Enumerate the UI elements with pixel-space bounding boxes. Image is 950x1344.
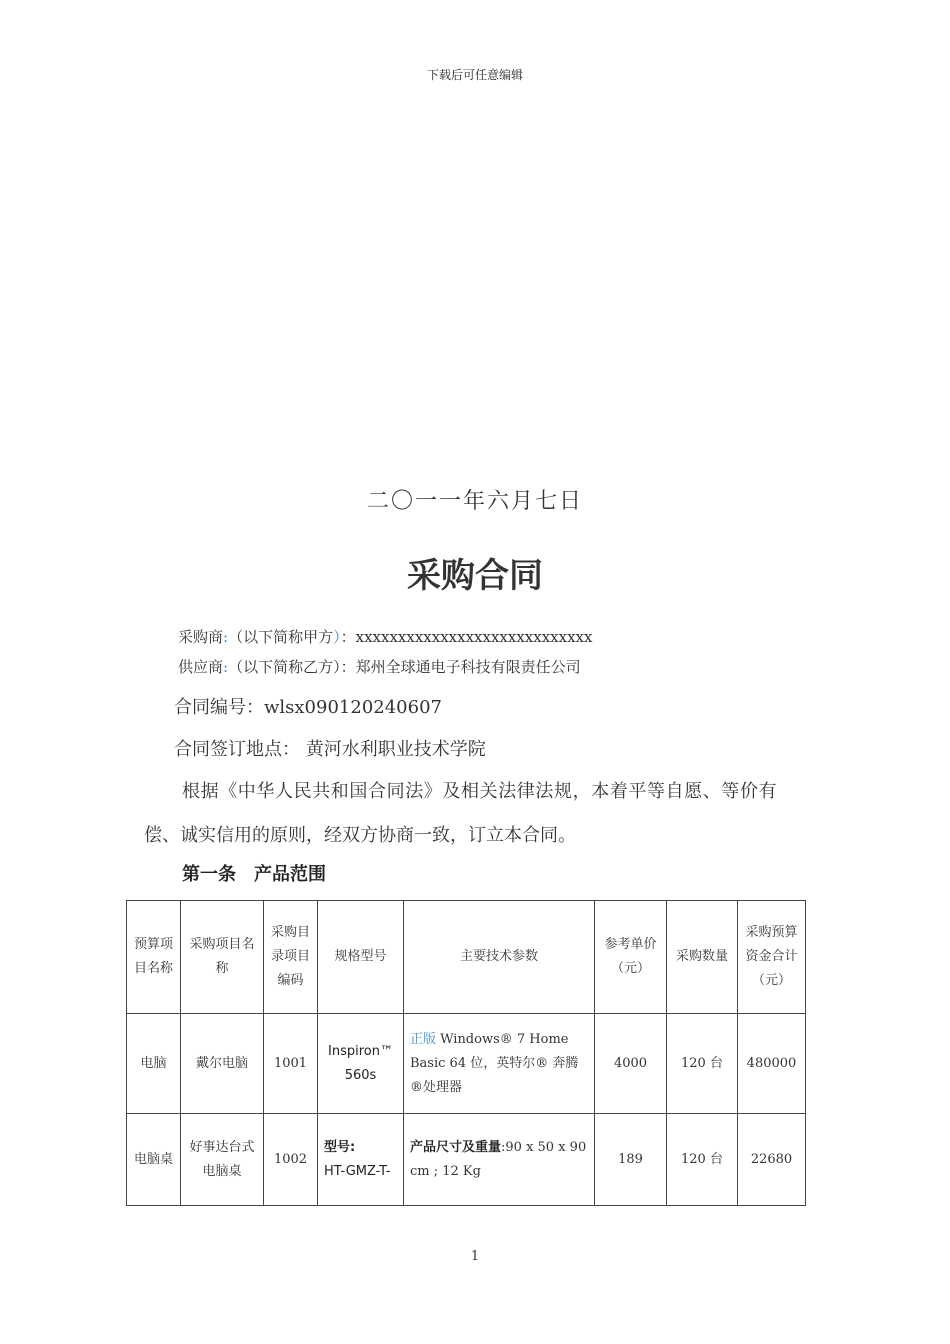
contract-number: 合同编号：wlsx090120240607 [174, 697, 442, 718]
contract-date: 二〇一一年六月七日 [366, 489, 583, 514]
cell-unit-price: 4000 [595, 1014, 667, 1114]
buyer-name: ：xxxxxxxxxxxxxxxxxxxxxxxxxxxx [340, 628, 593, 646]
header-item-name: 采购项目名称 [181, 901, 264, 1014]
cell-tech-spec [404, 1114, 595, 1206]
cell-item-name: 好事达台式电脑桌 [181, 1114, 264, 1206]
buyer-paren: （以下简称甲方 [228, 628, 334, 646]
supplier-label: 供应商 [178, 658, 224, 676]
cell-model: Inspiron™ 560s [318, 1014, 404, 1114]
cell-budget-item: 电脑 [127, 1014, 181, 1114]
header-quantity: 采购数量 [667, 901, 738, 1014]
table-row [127, 1114, 806, 1206]
spec-text: Windows® 7 Home Basic 64 位，英特尔® 奔腾®处理器 [410, 1031, 579, 1095]
cell-tech-spec [404, 1014, 595, 1114]
intro-paragraph-line1: 根据《中华人民共和国合同法》及相关法律法规，本着平等自愿、等价有 [182, 781, 778, 802]
header-total-budget: 采购预算资金合计（元） [738, 901, 806, 1014]
product-table [126, 900, 806, 1206]
cell-model [318, 1114, 404, 1206]
buyer-line [178, 626, 592, 647]
cell-budget-item: 电脑桌 [127, 1114, 181, 1206]
header-tech-spec: 主要技术参数 [404, 901, 595, 1014]
cell-unit-price: 189 [595, 1114, 667, 1206]
intro-paragraph-line2: 偿、诚实信用的原则，经双方协商一致，订立本合同。 [144, 825, 576, 846]
buyer-colon: : [223, 628, 229, 646]
document-title: 采购合同 [407, 556, 543, 596]
model-value: HT-GMZ-T- [324, 1163, 391, 1179]
header-note: 下载后可任意编辑 [426, 68, 523, 82]
page-number: 1 [470, 1249, 480, 1264]
supplier-name: ：郑州全球通电子科技有限责任公司 [340, 658, 581, 676]
section-title: 第一条 产品范围 [182, 864, 326, 885]
supplier-line [178, 656, 581, 677]
supplier-paren: （以下简称乙方 [228, 658, 334, 676]
header-budget-item: 预算项目名称 [127, 901, 181, 1014]
cell-quantity: 120 台 [667, 1114, 738, 1206]
supplier-colon: : [223, 658, 229, 676]
cell-total: 22680 [738, 1114, 806, 1206]
header-model: 规格型号 [318, 901, 404, 1014]
table-header-row [127, 901, 806, 1014]
spec-text: :90 x 50 x 90 cm ; 12 Kg [410, 1139, 587, 1179]
cell-quantity: 120 台 [667, 1014, 738, 1114]
table-row [127, 1014, 806, 1114]
buyer-label: 采购商 [178, 628, 224, 646]
supplier-paren-close: ） [333, 658, 341, 676]
cell-code: 1001 [264, 1014, 318, 1114]
header-catalog-code: 采购目录项目编码 [264, 901, 318, 1014]
cell-item-name: 戴尔电脑 [181, 1014, 264, 1114]
header-unit-price: 参考单价（元） [595, 901, 667, 1014]
cell-code: 1002 [264, 1114, 318, 1206]
model-label: 型号: [324, 1139, 356, 1155]
signing-place: 合同签订地点： 黄河水利职业技术学院 [174, 739, 486, 760]
spec-label: 产品尺寸及重量 [410, 1139, 502, 1155]
spec-highlight: 正版 [410, 1031, 437, 1047]
cell-total: 480000 [738, 1014, 806, 1114]
buyer-paren-close: ） [333, 628, 341, 646]
